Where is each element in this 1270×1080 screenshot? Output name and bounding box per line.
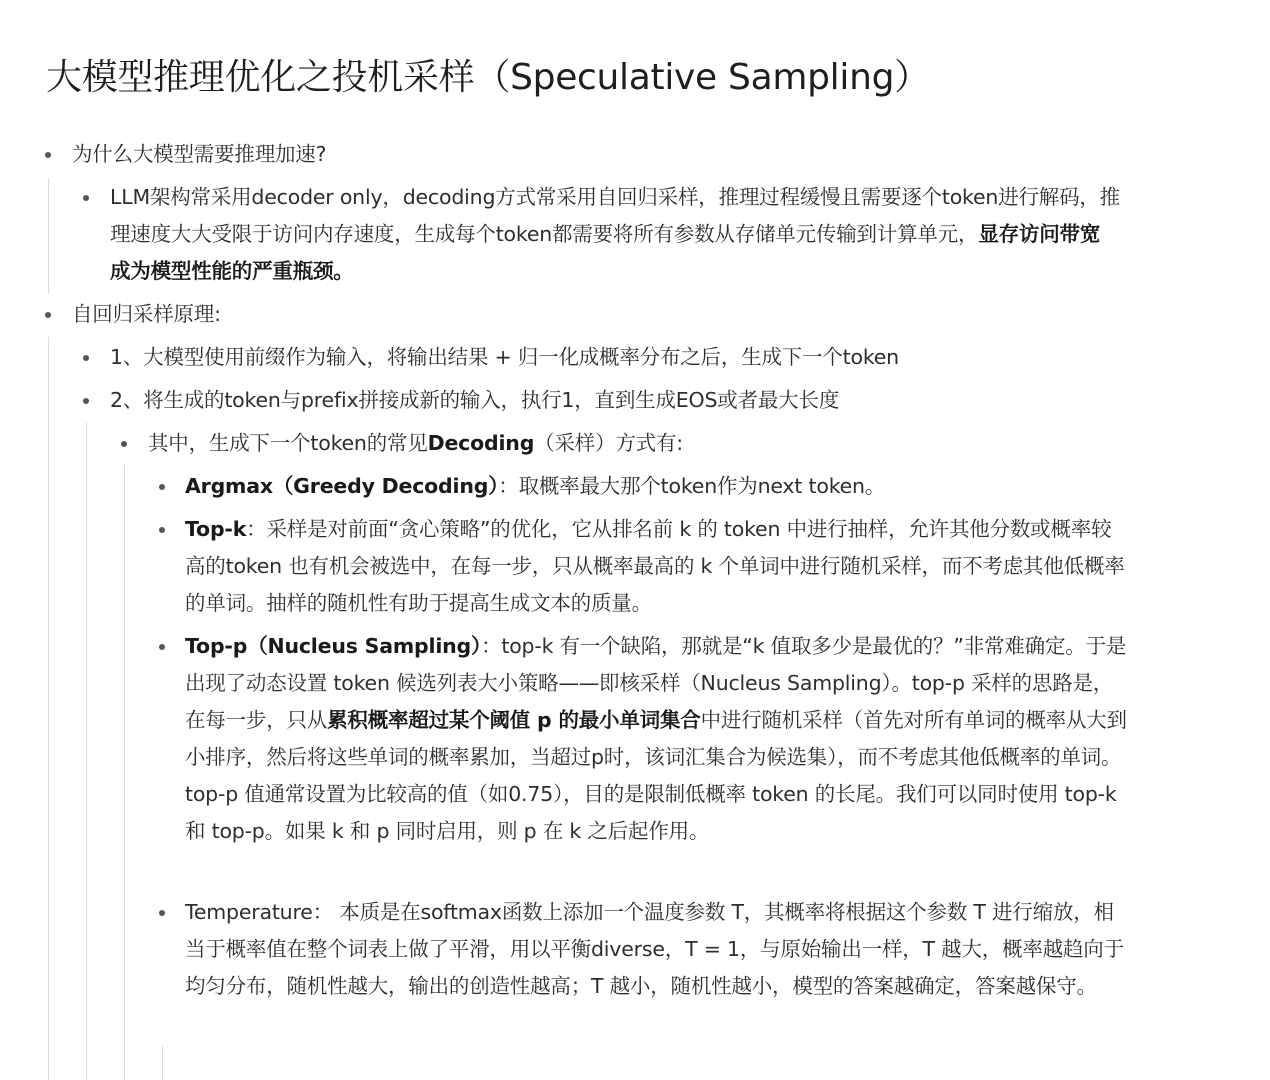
method-argmax: Argmax（Greedy Decoding）：取概率最大那个token作为next token。 [185,474,886,498]
indent-guide-level-1 [48,337,49,1080]
bullet [45,312,51,318]
bullet [159,527,165,533]
bullet [159,484,165,490]
list-item [110,179,1120,290]
indent-guide-level-2 [86,422,87,1080]
list-item-bold: 显存访问带宽成为模型性能的严重瓶颈。 [110,222,1101,283]
bullet [45,152,51,158]
page-title: 大模型推理优化之投机采样（Speculative Sampling） [46,57,930,98]
section-heading: 为什么大模型需要推理加速? [72,142,327,166]
bullet [83,398,89,404]
method-top-k: Top-k：采样是对前面“贪心策略”的优化，它从排名前 k 的 token 中进行抽样，允许其他分数或概率较高的token 也有机会被选中，在每一步，只从概率最高的 k 个单词中进行随机采样，而不考虑其他低概率的单词。抽样的随机性有助于提高生成文本的质量。 [185,517,1125,615]
bullet [159,644,165,650]
indent-guide-level-4 [162,1046,163,1080]
list-item: 2、将生成的token与prefix拼接成新的输入，执行1，直到生成EOS或者最大长度 [110,388,840,412]
section-heading: 自回归采样原理: [72,302,221,326]
list-item: 其中，生成下一个token的常见Decoding（采样）方式有: [148,431,683,455]
bullet [83,355,89,361]
list-item: 1、大模型使用前缀作为输入，将输出结果 + 归一化成概率分布之后，生成下一个token [110,345,899,369]
bullet [159,910,165,916]
method-temperature: Temperature： 本质是在softmax函数上添加一个温度参数 T，其概率将根据这个参数 T 进行缩放，相当于概率值在整个词表上做了平滑，用以平衡diverse，T = 1，与原始输出一样，T 越大，概率越趋向于均匀分布，随机性越大，输出的创造性越高；T 越小，随机性越小，模型的答案越确定，答案越保守。 [185,900,1124,998]
list-item-text: LLM架构常采用decoder only，decoding方式常采用自回归采样，推理过程缓慢且需要逐个token进行解码，推理速度大大受限于访问内存速度，生成每个token都需要将所有参数从存储单元传输到计算单元， [110,185,1120,246]
indent-guide-level-3 [124,465,125,1080]
method-top-p: Top-p（Nucleus Sampling）：top-k 有一个缺陷，那就是“k 值取多少是最优的？”非常难确定。于是出现了动态设置 token 候选列表大小策略——即核采样（Nucleus Sampling）。top-p 采样的思路是，在每一步，只从累积概率超过某个阈值 p 的最小单词集合中进行随机采样（首先对所有单词的概率从大到小排序，然后将这些单词的概率累加，当超过p时，该词汇集合为候选集），而不考虑其他低概率的单词。top-p 值通常设置为比较高的值（如0.75），目的是限制低概率 token 的长尾。我们可以同时使用 top-k 和 top-p。如果 k 和 p 同时启用，则 p 在 k 之后起作用。 [185,634,1127,843]
bullet [83,195,89,201]
indent-guide-level-1 [48,178,49,294]
bullet [121,441,127,447]
